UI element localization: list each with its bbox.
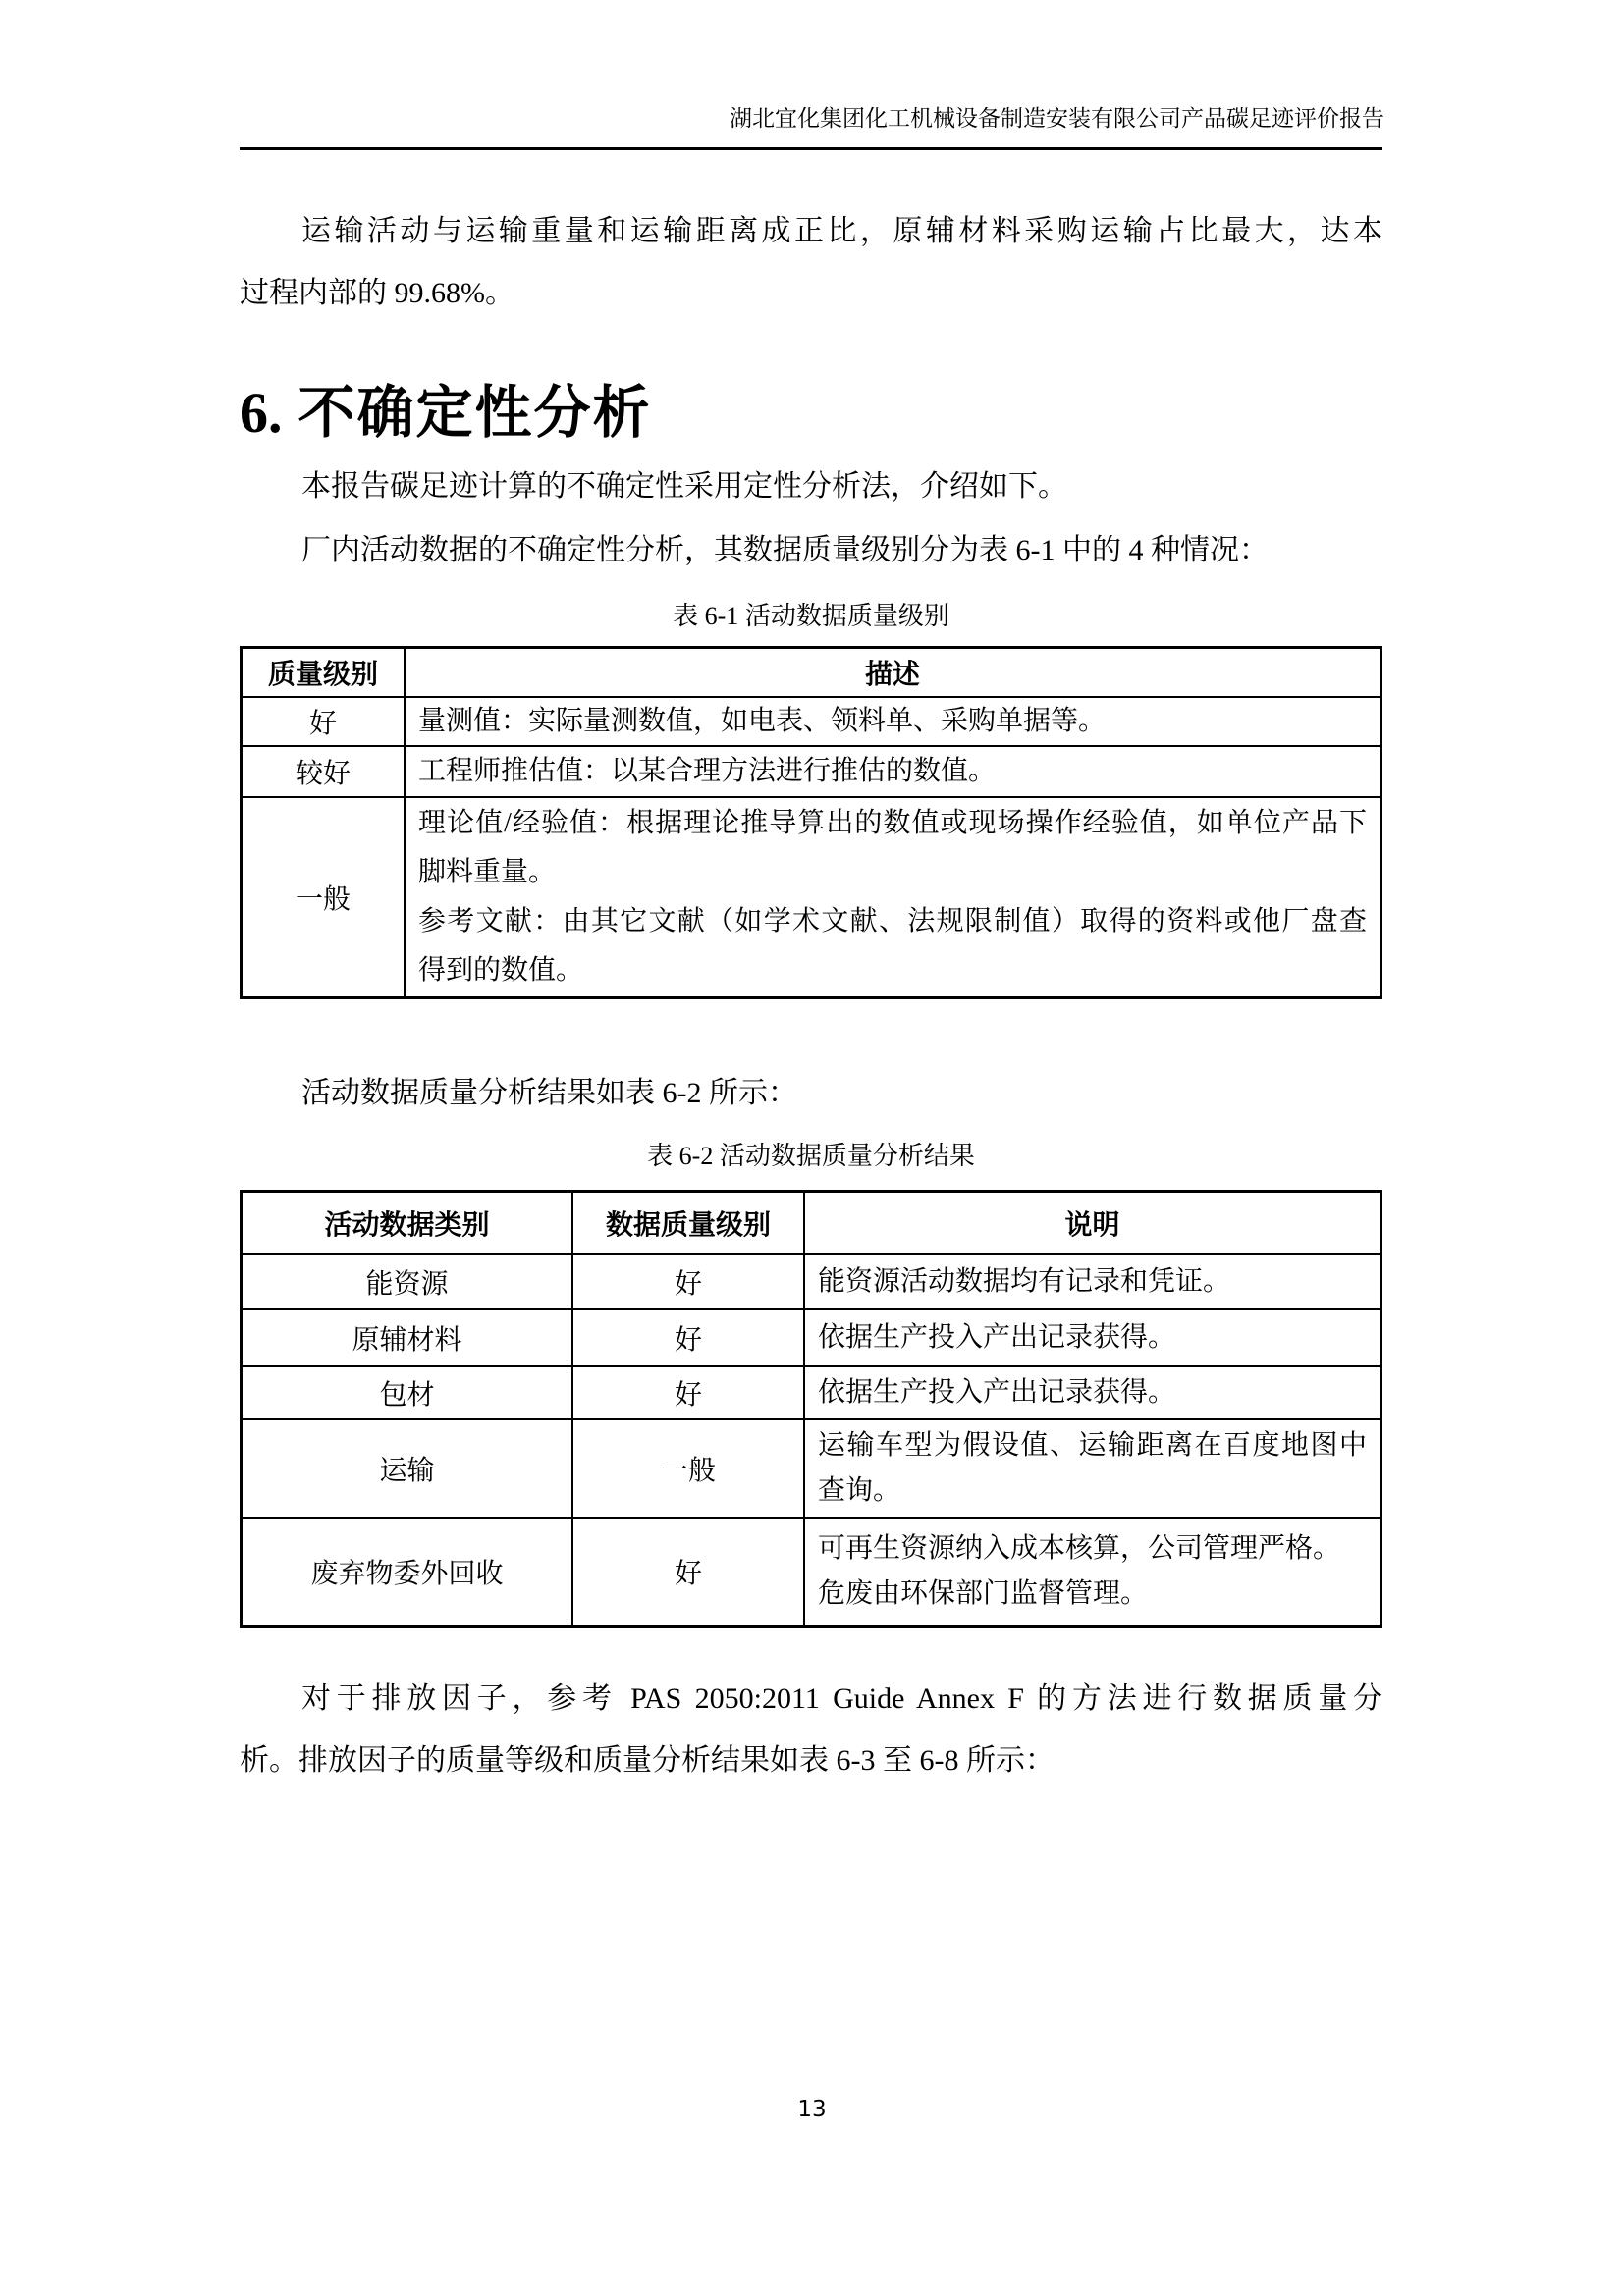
table2-note-line: 依据生产投入产出记录获得。 [818,1377,1176,1408]
intro-paragraph [240,200,1382,324]
table2-header-note: 说明 [805,1193,1380,1255]
table1-cell-level: 较好 [243,747,406,798]
closing-paragraph [240,1668,1382,1791]
result-paragraph [240,1062,1382,1124]
table2-cell-note [805,1519,1380,1625]
table1-cell-desc [406,798,1380,996]
table2-cell-category: 运输 [243,1420,573,1519]
table1-desc-line: 得到的数值。 [418,955,584,986]
section-title: 不确定性分析 [298,381,652,445]
table2-cell-note [805,1420,1380,1519]
table2-cell-level: 好 [573,1367,805,1420]
intro-line-2: 过程内部的 99.68%。 [240,277,514,309]
table2-note-line: 查询。 [818,1475,901,1506]
table2-header-category: 活动数据类别 [243,1193,573,1255]
table2-caption: 表 6-2 活动数据质量分析结果 [647,1142,975,1170]
table-6-1 [240,646,1382,999]
table2-note-line: 依据生产投入产出记录获得。 [818,1322,1176,1353]
table1-desc-line: 理论值/经验值：根据理论推导算出的数值或现场操作经验值，如单位产品下 [418,808,1367,838]
table1-caption: 表 6-1 活动数据质量级别 [673,602,949,630]
table2-cell-note [805,1255,1380,1310]
table-6-2 [240,1190,1382,1628]
table2-note-line: 能资源活动数据均有记录和凭证。 [818,1265,1231,1297]
section-heading [240,375,652,452]
table1-cell-level: 一般 [243,798,406,996]
table2-cell-category: 能资源 [243,1255,573,1310]
closing-line-1: 对于排放因子，参考 PAS 2050:2011 Guide Annex F 的方法进行数据质量分 [301,1682,1382,1715]
section-number: 6. [240,381,283,445]
table2-note-line: 运输车型为假设值、运输距离在百度地图中 [818,1430,1367,1461]
table1-cell-desc [406,747,1380,798]
table2-note-line: 危废由环保部门监督管理。 [818,1578,1149,1609]
table2-cell-note [805,1310,1380,1367]
table1-cell-desc [406,698,1380,747]
table2-cell-category: 包材 [243,1367,573,1420]
table2-cell-level: 好 [573,1255,805,1310]
table2-cell-level: 好 [573,1310,805,1367]
table2-header-level: 数据质量级别 [573,1193,805,1255]
table1-desc-line: 脚料重量。 [418,857,557,887]
table1-desc-line: 参考文献：由其它文献（如学术文献、法规限制值）取得的资料或他厂盘查 [418,906,1367,936]
table1-header-level: 质量级别 [243,649,406,698]
method-paragraph [240,455,1382,517]
table2-cell-level: 好 [573,1519,805,1625]
table1-desc-line: 量测值：实际量测数值，如电表、领料单、采购单据等。 [418,706,1107,736]
method-line: 本报告碳足迹计算的不确定性采用定性分析法，介绍如下。 [301,470,1067,503]
result-line: 活动数据质量分析结果如表 6-2 所示： [301,1077,797,1109]
table2-note-line: 可再生资源纳入成本核算，公司管理严格。 [818,1533,1341,1564]
table2-cell-level: 一般 [573,1420,805,1519]
page-number: 13 [797,2097,827,2122]
table2-cell-note [805,1367,1380,1420]
intro-line-1: 运输活动与运输重量和运输距离成正比，原辅材料采购运输占比最大，达本 [301,215,1382,247]
table2-cell-category: 原辅材料 [243,1310,573,1367]
table1-desc-line: 工程师推估值：以某合理方法进行推估的数值。 [418,756,997,786]
table1-header-desc: 描述 [406,649,1380,698]
factory-paragraph [240,519,1382,581]
factory-line: 厂内活动数据的不确定性分析，其数据质量级别分为表 6-1 中的 4 种情况： [301,534,1269,566]
closing-line-2: 析。排放因子的质量等级和质量分析结果如表 6-3 至 6-8 所示： [240,1744,1055,1777]
table2-cell-category: 废弃物委外回收 [243,1519,573,1625]
page-header-text: 湖北宜化集团化工机械设备制造安装有限公司产品碳足迹评价报告 [730,106,1384,131]
header-rule [240,147,1382,150]
table1-cell-level: 好 [243,698,406,747]
